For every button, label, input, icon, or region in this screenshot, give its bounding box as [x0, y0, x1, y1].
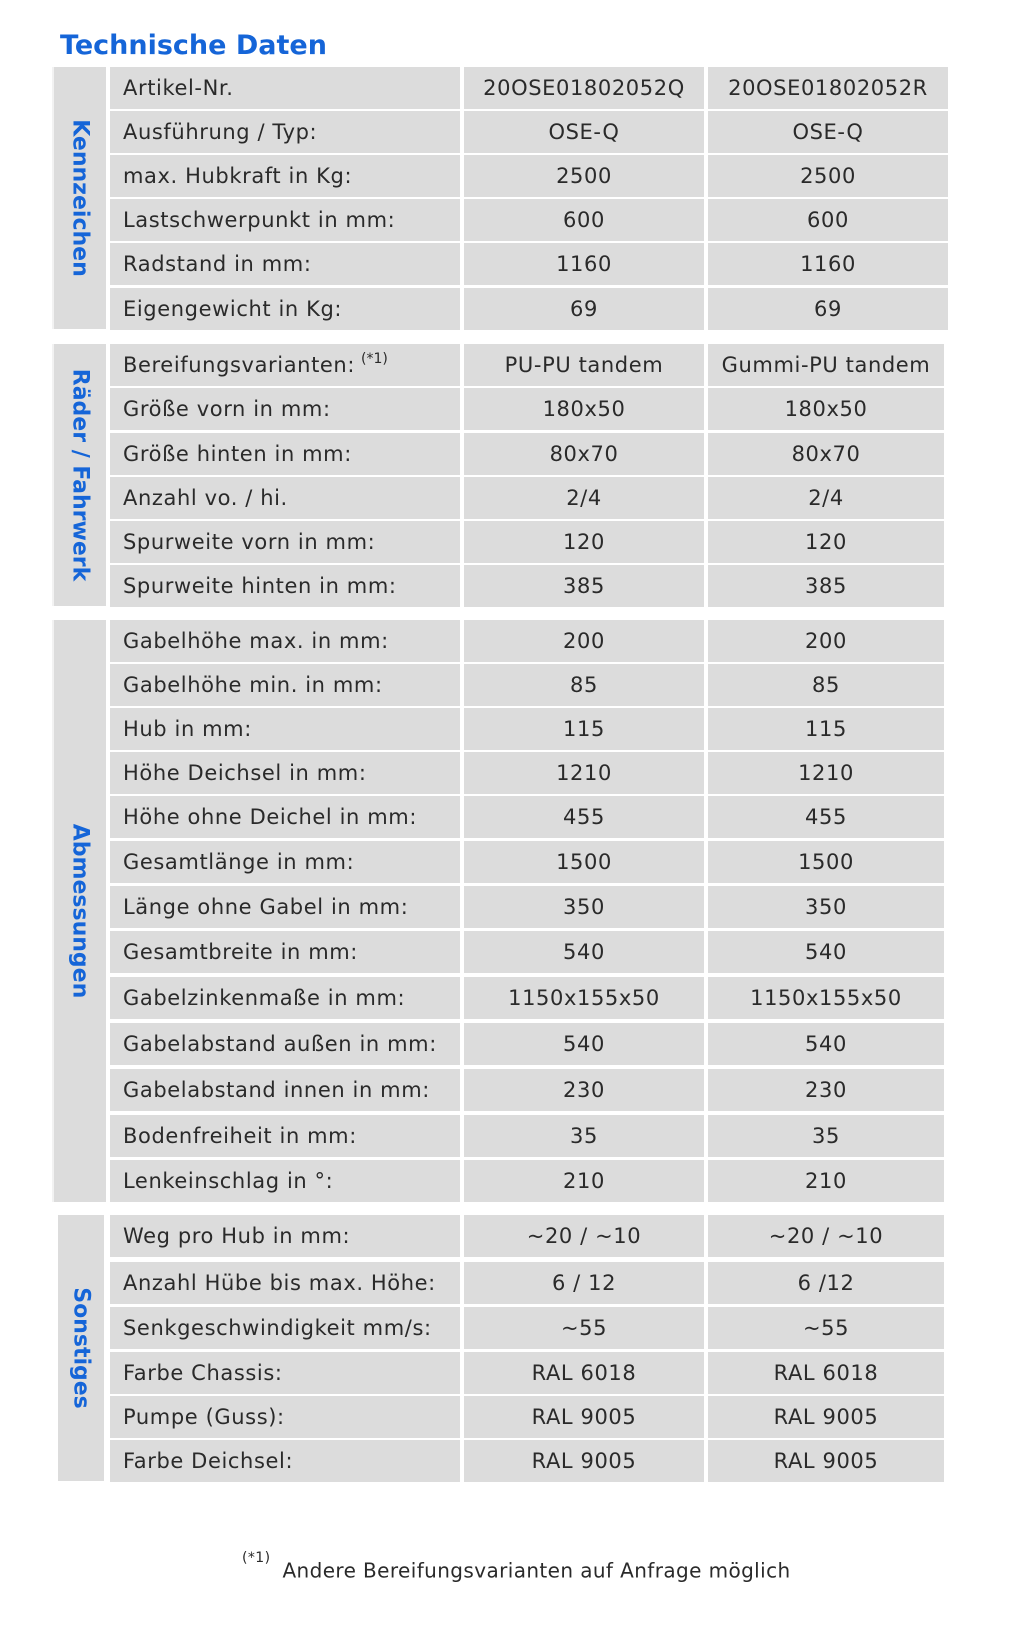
- value-col1: RAL 9005: [464, 1440, 704, 1482]
- value-col1: 540: [464, 931, 704, 973]
- row-label-text: Spurweite hinten in mm:: [123, 574, 397, 598]
- value-col1: 210: [464, 1160, 704, 1202]
- row-label: [110, 1307, 460, 1349]
- row-label: [110, 1069, 460, 1111]
- row-label: [110, 433, 460, 475]
- row-label: [110, 1160, 460, 1202]
- footnote-marker: (*1): [242, 1550, 271, 1566]
- row-label-text: Lenkeinschlag in °:: [123, 1169, 334, 1193]
- value-col2: 1150x155x50: [708, 977, 944, 1019]
- value-col2: 540: [708, 1023, 944, 1065]
- row-label: [110, 243, 460, 285]
- footnote-reference: (*1): [361, 351, 388, 367]
- row-label-text: Gabelzinkenmaße in mm:: [123, 986, 406, 1010]
- value-col1: 20OSE01802052Q: [464, 67, 704, 109]
- row-label-text: Größe vorn in mm:: [123, 397, 331, 421]
- row-label-text: Ausführung / Typ:: [123, 120, 318, 144]
- value-col2: 6 /12: [708, 1262, 944, 1304]
- value-col2: 85: [708, 664, 944, 706]
- row-label: [110, 1352, 460, 1394]
- value-col2: 455: [708, 796, 944, 838]
- row-label: [110, 708, 460, 750]
- row-label: [110, 111, 460, 153]
- row-label: [110, 886, 460, 928]
- row-label-text: Länge ohne Gabel in mm:: [123, 895, 409, 919]
- row-label-text: Gabelabstand außen in mm:: [123, 1032, 437, 1056]
- value-col1: 6 / 12: [464, 1262, 704, 1304]
- row-label-text: Anzahl vo. / hi.: [123, 486, 288, 510]
- value-col2: 2/4: [708, 477, 944, 519]
- value-col1: 2500: [464, 155, 704, 197]
- footnote: [242, 1550, 791, 1583]
- value-col1: 80x70: [464, 433, 704, 475]
- value-col1: 350: [464, 886, 704, 928]
- row-label-text: max. Hubkraft in Kg:: [123, 164, 353, 188]
- value-col1: 35: [464, 1115, 704, 1157]
- row-label-text: Farbe Chassis:: [123, 1361, 283, 1385]
- row-label: [110, 796, 460, 838]
- row-label-text: Radstand in mm:: [123, 252, 312, 276]
- row-label-text: Höhe Deichsel in mm:: [123, 761, 367, 785]
- row-label: [110, 931, 460, 973]
- value-col1: PU-PU tandem: [464, 344, 704, 386]
- value-col2: 115: [708, 708, 944, 750]
- value-col2: 385: [708, 565, 944, 607]
- row-label: [110, 477, 460, 519]
- value-col1: 1150x155x50: [464, 977, 704, 1019]
- value-col1: RAL 6018: [464, 1352, 704, 1394]
- row-label: [110, 664, 460, 706]
- value-col1: 120: [464, 521, 704, 563]
- value-col1: OSE-Q: [464, 111, 704, 153]
- value-col2: 230: [708, 1069, 944, 1111]
- value-col1: 85: [464, 664, 704, 706]
- value-col1: 1500: [464, 841, 704, 883]
- value-col1: ~20 / ~10: [464, 1215, 704, 1257]
- row-label-text: Bodenfreiheit in mm:: [123, 1124, 357, 1148]
- row-label: [110, 1023, 460, 1065]
- row-label-text: Weg pro Hub in mm:: [123, 1224, 351, 1248]
- section-title: Kennzeichen: [67, 119, 93, 277]
- value-col1: RAL 9005: [464, 1396, 704, 1438]
- row-label-text: Gabelabstand innen in mm:: [123, 1078, 430, 1102]
- value-col2: 35: [708, 1115, 944, 1157]
- value-col2: 540: [708, 931, 944, 973]
- row-label: [110, 1115, 460, 1157]
- row-label: [110, 288, 460, 330]
- value-col2: 1500: [708, 841, 944, 883]
- section-side-label-box: [58, 1215, 104, 1481]
- section-side-label-box: [52, 620, 106, 1202]
- value-col2: Gummi-PU tandem: [708, 344, 944, 386]
- value-col1: 2/4: [464, 477, 704, 519]
- row-label-text: Gesamtbreite in mm:: [123, 940, 358, 964]
- row-label-text: Farbe Deichsel:: [123, 1449, 294, 1473]
- row-label: [110, 1440, 460, 1482]
- row-label-text: Bereifungsvarianten:: [123, 353, 356, 377]
- row-label: [110, 1215, 460, 1257]
- value-col1: 600: [464, 199, 704, 241]
- value-col2: 350: [708, 886, 944, 928]
- value-col1: 230: [464, 1069, 704, 1111]
- section-title: Abmessungen: [67, 823, 93, 999]
- row-label: [110, 977, 460, 1019]
- value-col1: 455: [464, 796, 704, 838]
- row-label-text: Pumpe (Guss):: [123, 1405, 285, 1429]
- row-label-text: Eigengewicht in Kg:: [123, 297, 343, 321]
- row-label-text: Gabelhöhe max. in mm:: [123, 629, 389, 653]
- value-col2: OSE-Q: [708, 111, 948, 153]
- value-col2: RAL 9005: [708, 1396, 944, 1438]
- row-label: [110, 199, 460, 241]
- value-col2: ~20 / ~10: [708, 1215, 944, 1257]
- section-side-label-box: [52, 344, 106, 606]
- value-col1: 385: [464, 565, 704, 607]
- row-label-text: Höhe ohne Deichel in mm:: [123, 805, 418, 829]
- row-label: [110, 521, 460, 563]
- value-col1: 540: [464, 1023, 704, 1065]
- value-col1: 1160: [464, 243, 704, 285]
- value-col2: 20OSE01802052R: [708, 67, 948, 109]
- value-col2: 210: [708, 1160, 944, 1202]
- row-label-text: Spurweite vorn in mm:: [123, 530, 376, 554]
- row-label-text: Größe hinten in mm:: [123, 442, 352, 466]
- row-label: [110, 388, 460, 430]
- value-col1: 69: [464, 288, 704, 330]
- value-col2: RAL 9005: [708, 1440, 944, 1482]
- value-col1: 200: [464, 620, 704, 662]
- row-label: [110, 1262, 460, 1304]
- row-label: [110, 155, 460, 197]
- value-col1: 1210: [464, 752, 704, 794]
- row-label: [110, 344, 460, 386]
- row-label: [110, 1396, 460, 1438]
- row-label-text: Lastschwerpunkt in mm:: [123, 208, 396, 232]
- value-col2: 69: [708, 288, 948, 330]
- footnote-text: Andere Bereifungsvarianten auf Anfrage möglich: [282, 1558, 791, 1583]
- value-col2: 80x70: [708, 433, 944, 475]
- value-col1: ~55: [464, 1307, 704, 1349]
- value-col2: RAL 6018: [708, 1352, 944, 1394]
- row-label-text: Gesamtlänge in mm:: [123, 850, 355, 874]
- value-col1: 115: [464, 708, 704, 750]
- value-col2: 1210: [708, 752, 944, 794]
- section-side-label-box: [52, 67, 106, 329]
- row-label-text: Hub in mm:: [123, 717, 252, 741]
- row-label: [110, 841, 460, 883]
- row-label: [110, 67, 460, 109]
- value-col2: 1160: [708, 243, 948, 285]
- row-label: [110, 752, 460, 794]
- value-col1: 180x50: [464, 388, 704, 430]
- row-label-text: Anzahl Hübe bis max. Höhe:: [123, 1271, 436, 1295]
- row-label-text: Artikel-Nr.: [123, 76, 234, 100]
- value-col2: 120: [708, 521, 944, 563]
- row-label-text: Gabelhöhe min. in mm:: [123, 673, 383, 697]
- value-col2: 2500: [708, 155, 948, 197]
- page-title: Technische Daten: [60, 30, 327, 61]
- value-col2: 180x50: [708, 388, 944, 430]
- value-col2: ~55: [708, 1307, 944, 1349]
- row-label: [110, 620, 460, 662]
- row-label: [110, 565, 460, 607]
- value-col2: 200: [708, 620, 944, 662]
- row-label-text: Senkgeschwindigkeit mm/s:: [123, 1316, 432, 1340]
- section-title: Sonstiges: [68, 1287, 94, 1409]
- section-title: Räder / Fahrwerk: [67, 368, 93, 582]
- value-col2: 600: [708, 199, 948, 241]
